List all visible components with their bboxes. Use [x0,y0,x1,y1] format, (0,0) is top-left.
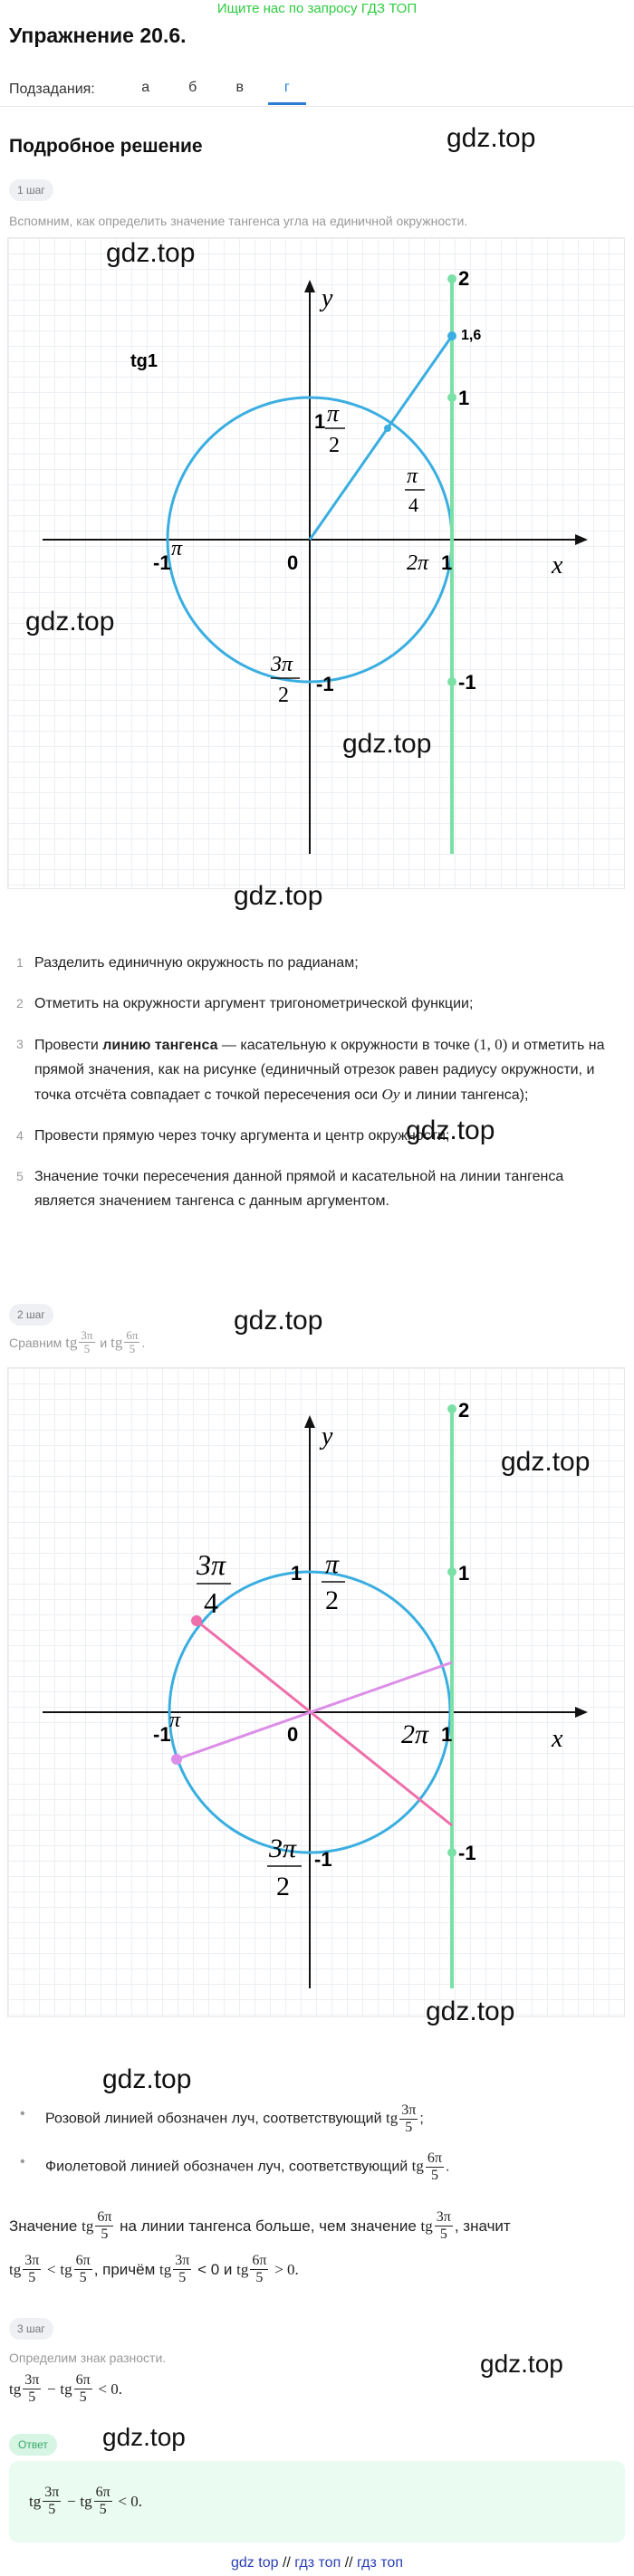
svg-text:2: 2 [325,1585,339,1615]
tangent-point-1 [447,393,456,402]
watermark: gdz.top [406,1116,495,1145]
y-axis-arrow [304,1415,315,1428]
step-2-intro: Сравним tg $\frac{3\pi}{5}$ и tg $\frac{6\pi}{5}$ . [9,1328,146,1355]
tangent-point-2 [447,1404,456,1413]
legend-list [20,2102,618,2184]
svg-text:2: 2 [276,1872,290,1901]
svg-text:π: π [327,400,340,426]
footer-link-gdz-top-ru-2[interactable]: гдз топ [357,2555,403,2571]
y-label: y [322,1422,333,1451]
tab-a[interactable]: а [141,80,150,95]
tangent-point-1-6 [447,331,456,340]
x-axis-arrow [575,534,588,545]
watermark: gdz.top [234,1306,323,1336]
circle-point [384,425,391,432]
y-neg-label: -1 [316,673,334,695]
svg-text:4: 4 [204,1586,218,1619]
section-title: Подробное решение [9,136,203,157]
svg-text:2: 2 [278,684,289,707]
watermark: gdz.top [501,1447,591,1477]
y-axis-arrow [304,280,315,292]
tangent-label-neg-1: -1 [458,1842,476,1864]
tab-b[interactable]: б [188,80,197,95]
step-2-badge: 2 шаг [9,1304,53,1326]
x-pos-label: 1 [441,1723,453,1746]
two-pi-label: 2π [401,1719,429,1749]
step-1-intro: Вспомним, как определить значение тангенса угла на единичной окружности. [9,214,468,228]
tangent-label-1: 1 [458,387,470,409]
watermark: gdz.top [480,2350,563,2378]
tangent-label-2: 2 [458,267,470,290]
origin-label: 0 [287,551,299,574]
x-pos-label: 1 [441,551,453,574]
svg-text:3π: 3π [271,653,293,676]
difference-expression: tg $\frac{3\pi}{5}$ − tg $\frac{6\pi}{5}$ < 0. [9,2372,123,2405]
watermark: gdz.top [25,607,115,637]
tab-v[interactable]: в [235,80,244,95]
x-neg-label: -1 [153,551,171,574]
half-pi-label [325,400,345,457]
y-pos-label: 1 [314,410,326,433]
graph-1 [7,237,625,889]
two-pi-label: 2π [407,551,429,575]
violet-point [171,1754,182,1765]
list-item: • Розовой линией обозначен луч, соответствующий tg $\frac{3\pi}{5}$ ; [20,2102,424,2135]
tangent-point-neg-1 [447,677,456,686]
search-banner[interactable]: Ищите нас по запросу ГДЗ ТОП [216,1,418,16]
watermark: gdz.top [342,729,432,759]
subtasks-bar [9,74,625,105]
conclusion-math: tg $\frac{3\pi}{5}$ < tg $\frac{6\pi}{5}$ , причём tg $\frac{3\pi}{5}$ < 0 и tg $\frac{6\pi}{5}$ > 0. [9,2253,299,2285]
list-item: 3 Провести линию тангенса — касательную к окружности в точке (1, 0) и отметить на прямой значения, как на рисунке (единичный отрезок равен радиусу окружности, и точка отсчёта совпадает с точкой пересечения оси Oy и линии тангенса); [16,1036,605,1103]
list-item: 4 Провести прямую через точку аргумента и центр окружности; [16,1128,450,1144]
list-item: • Фиолетовой линией обозначен луч, соответствующий tg $\frac{6\pi}{5}$ . [20,2150,450,2183]
y-neg-label: -1 [314,1848,332,1871]
step-3-badge: 3 шаг [9,2318,53,2340]
x-neg-label: -1 [153,1723,171,1746]
quarter-pi-label [405,464,425,516]
watermark: gdz.top [426,1997,515,2026]
subtasks-label: Подзадания: [9,81,95,97]
list-item: 2 Отметить на окружности аргумент тригонометрической функции; [16,996,474,1011]
tangent-label-1-6: 1,6 [461,328,482,343]
x-label: x [552,1725,563,1753]
y-pos-label: 1 [291,1562,303,1585]
watermark: gdz.top [106,238,196,268]
conclusion: Значение tg $\frac{6\pi}{5}$ на линии тангенса больше, чем значение tg $\frac{3\pi}{5}$ , значит [9,2209,511,2242]
footer-links: gdz top // гдз топ // гдз топ [231,2555,403,2571]
pink-point [191,1615,202,1626]
answer-expression: tg $\frac{3\pi}{5}$ − tg $\frac{6\pi}{5}$ < 0. [29,2485,143,2517]
step-1-badge: 1 шаг [9,179,53,201]
tangent-point-neg-1 [447,1848,456,1857]
y-label: y [322,284,333,312]
watermark: gdz.top [447,123,536,153]
answer-box [9,2461,625,2542]
page-title: Упражнение 20.6. [9,24,187,47]
svg-text:π: π [325,1549,340,1579]
tg1-label: tg1 [130,351,158,371]
svg-text:3π: 3π [197,1548,226,1581]
pi-label: π [171,537,183,560]
x-label: x [552,551,563,579]
tangent-point-1 [447,1567,456,1576]
svg-text:3π: 3π [269,1834,297,1863]
tangent-label-neg-1: -1 [458,671,476,694]
tangent-label-1: 1 [458,1562,470,1585]
svg-text:4: 4 [408,493,418,516]
footer-link-gdz-top[interactable]: gdz top [231,2555,279,2571]
instructions-list [16,951,623,1230]
list-item: 1 Разделить единичную окружность по радианам; [16,955,359,971]
svg-text:2: 2 [329,434,340,457]
half-pi-label [322,1549,345,1615]
list-item: 5 Значение точки пересечения данной прямой и касательной на линии тангенса является значением тангенса с данным аргументом. [16,1169,564,1209]
tab-g[interactable]: г [268,74,306,105]
origin-label: 0 [287,1723,299,1746]
divider [0,106,634,107]
watermark: gdz.top [102,2064,192,2094]
watermark: gdz.top [102,2423,186,2451]
step-3-intro: Определим знак разности. [9,2351,167,2365]
svg-text:π: π [407,464,418,488]
pi-label: π [169,1709,181,1732]
three-half-pi-label [267,1834,302,1901]
tangent-point-2 [447,274,456,283]
watermark: gdz.top [234,881,323,911]
three-quarter-pi-label [196,1548,231,1619]
footer-link-gdz-top-ru[interactable]: гдз топ [294,2555,341,2571]
tangent-label-2: 2 [458,1399,470,1422]
answer-badge: Ответ [9,2434,57,2456]
x-axis-arrow [575,1707,588,1718]
